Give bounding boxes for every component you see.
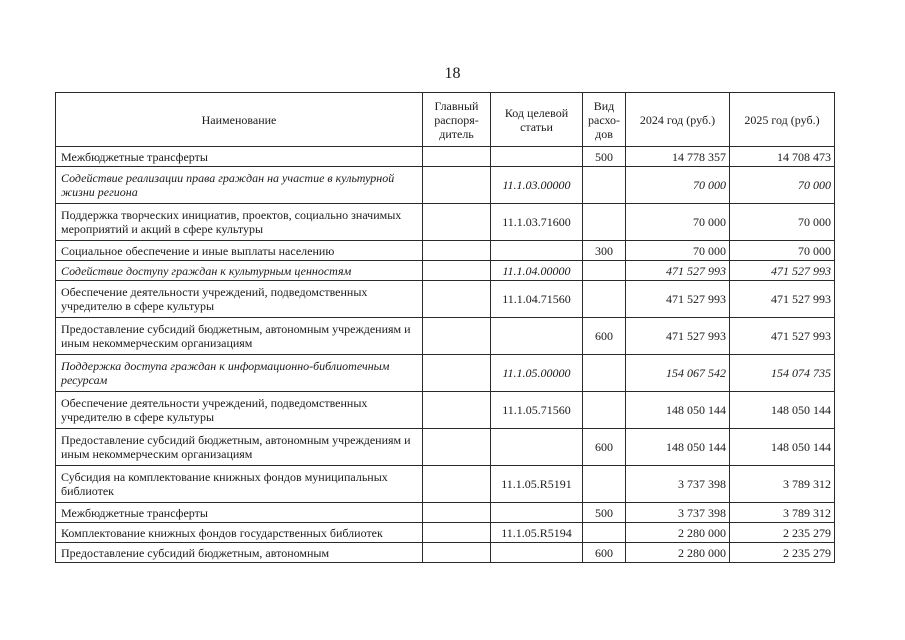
cell-code [491,543,583,563]
cell-2025: 3 789 312 [730,466,835,503]
cell-admin [423,241,491,261]
cell-code [491,241,583,261]
cell-code: 11.1.05.71560 [491,392,583,429]
cell-2025: 70 000 [730,241,835,261]
cell-name: Комплектование книжных фондов государственных библиотек [56,523,423,543]
cell-2024: 70 000 [626,167,730,204]
cell-2025: 2 235 279 [730,523,835,543]
cell-admin [423,261,491,281]
cell-2025: 471 527 993 [730,281,835,318]
cell-2024: 154 067 542 [626,355,730,392]
table-header-row [56,93,835,147]
cell-expense-type [583,523,626,543]
cell-admin [423,318,491,355]
cell-2025: 471 527 993 [730,261,835,281]
table-row [56,392,835,429]
cell-2025: 70 000 [730,167,835,204]
table-row [56,466,835,503]
table-body [56,147,835,563]
cell-name: Субсидия на комплектование книжных фондов муниципальных библиотек [56,466,423,503]
cell-code: 11.1.05.00000 [491,355,583,392]
cell-expense-type [583,281,626,318]
cell-name: Обеспечение деятельности учреждений, подведомственных учредителю в сфере культуры [56,392,423,429]
table-row [56,204,835,241]
cell-code: 11.1.04.71560 [491,281,583,318]
cell-expense-type [583,466,626,503]
cell-admin [423,429,491,466]
cell-admin [423,543,491,563]
cell-expense-type: 500 [583,503,626,523]
table-row [56,261,835,281]
cell-expense-type [583,261,626,281]
table-row [56,167,835,204]
cell-expense-type [583,204,626,241]
cell-expense-type: 300 [583,241,626,261]
cell-expense-type: 600 [583,318,626,355]
table-row [56,355,835,392]
cell-2025: 14 708 473 [730,147,835,167]
header-name: Наименование [56,93,423,147]
cell-expense-type: 600 [583,429,626,466]
cell-admin [423,523,491,543]
table-row [56,503,835,523]
cell-2024: 70 000 [626,204,730,241]
cell-code: 11.1.05.R5194 [491,523,583,543]
cell-2025: 148 050 144 [730,392,835,429]
cell-name: Предоставление субсидий бюджетным, автономным учреждениям и иным некоммерческим организациям [56,318,423,355]
cell-code [491,318,583,355]
cell-2024: 148 050 144 [626,429,730,466]
cell-2024: 471 527 993 [626,281,730,318]
cell-2024: 471 527 993 [626,261,730,281]
cell-expense-type [583,392,626,429]
cell-name: Предоставление субсидий бюджетным, автономным [56,543,423,563]
cell-admin [423,392,491,429]
cell-name: Поддержка творческих инициатив, проектов, социально значимых мероприятий и акций в сфере культуры [56,204,423,241]
cell-name: Межбюджетные трансферты [56,147,423,167]
table-row [56,543,835,563]
header-expense-type: Вид расхо-дов [583,93,626,147]
cell-expense-type [583,355,626,392]
cell-2025: 148 050 144 [730,429,835,466]
cell-admin [423,281,491,318]
cell-2025: 3 789 312 [730,503,835,523]
cell-2024: 3 737 398 [626,466,730,503]
cell-name: Межбюджетные трансферты [56,503,423,523]
cell-expense-type: 500 [583,147,626,167]
cell-admin [423,466,491,503]
cell-code: 11.1.05.R5191 [491,466,583,503]
table-row [56,281,835,318]
cell-admin [423,355,491,392]
table-row [56,523,835,543]
cell-2024: 471 527 993 [626,318,730,355]
cell-name: Социальное обеспечение и иные выплаты населению [56,241,423,261]
table-row [56,241,835,261]
header-2024: 2024 год (руб.) [626,93,730,147]
cell-admin [423,167,491,204]
cell-2025: 154 074 735 [730,355,835,392]
cell-admin [423,147,491,167]
cell-2024: 70 000 [626,241,730,261]
cell-name: Содействие доступу граждан к культурным ценностям [56,261,423,281]
cell-2024: 148 050 144 [626,392,730,429]
cell-expense-type [583,167,626,204]
cell-code: 11.1.04.00000 [491,261,583,281]
cell-code [491,147,583,167]
header-admin: Главный распоря-дитель [423,93,491,147]
cell-2024: 14 778 357 [626,147,730,167]
table-row [56,147,835,167]
cell-name: Обеспечение деятельности учреждений, подведомственных учредителю в сфере культуры [56,281,423,318]
cell-2024: 3 737 398 [626,503,730,523]
cell-2025: 471 527 993 [730,318,835,355]
cell-admin [423,503,491,523]
table-row [56,318,835,355]
cell-2025: 70 000 [730,204,835,241]
cell-2024: 2 280 000 [626,543,730,563]
cell-name: Предоставление субсидий бюджетным, автономным учреждениям и иным некоммерческим организациям [56,429,423,466]
cell-code [491,429,583,466]
budget-table [55,92,835,563]
cell-name: Поддержка доступа граждан к информационно-библиотечным ресурсам [56,355,423,392]
cell-code: 11.1.03.71600 [491,204,583,241]
cell-name: Содействие реализации права граждан на участие в культурной жизни региона [56,167,423,204]
header-code: Код целевой статьи [491,93,583,147]
cell-code: 11.1.03.00000 [491,167,583,204]
cell-code [491,503,583,523]
cell-2024: 2 280 000 [626,523,730,543]
cell-2025: 2 235 279 [730,543,835,563]
table-row [56,429,835,466]
cell-admin [423,204,491,241]
page-number: 18 [444,65,461,82]
header-2025: 2025 год (руб.) [730,93,835,147]
cell-expense-type: 600 [583,543,626,563]
